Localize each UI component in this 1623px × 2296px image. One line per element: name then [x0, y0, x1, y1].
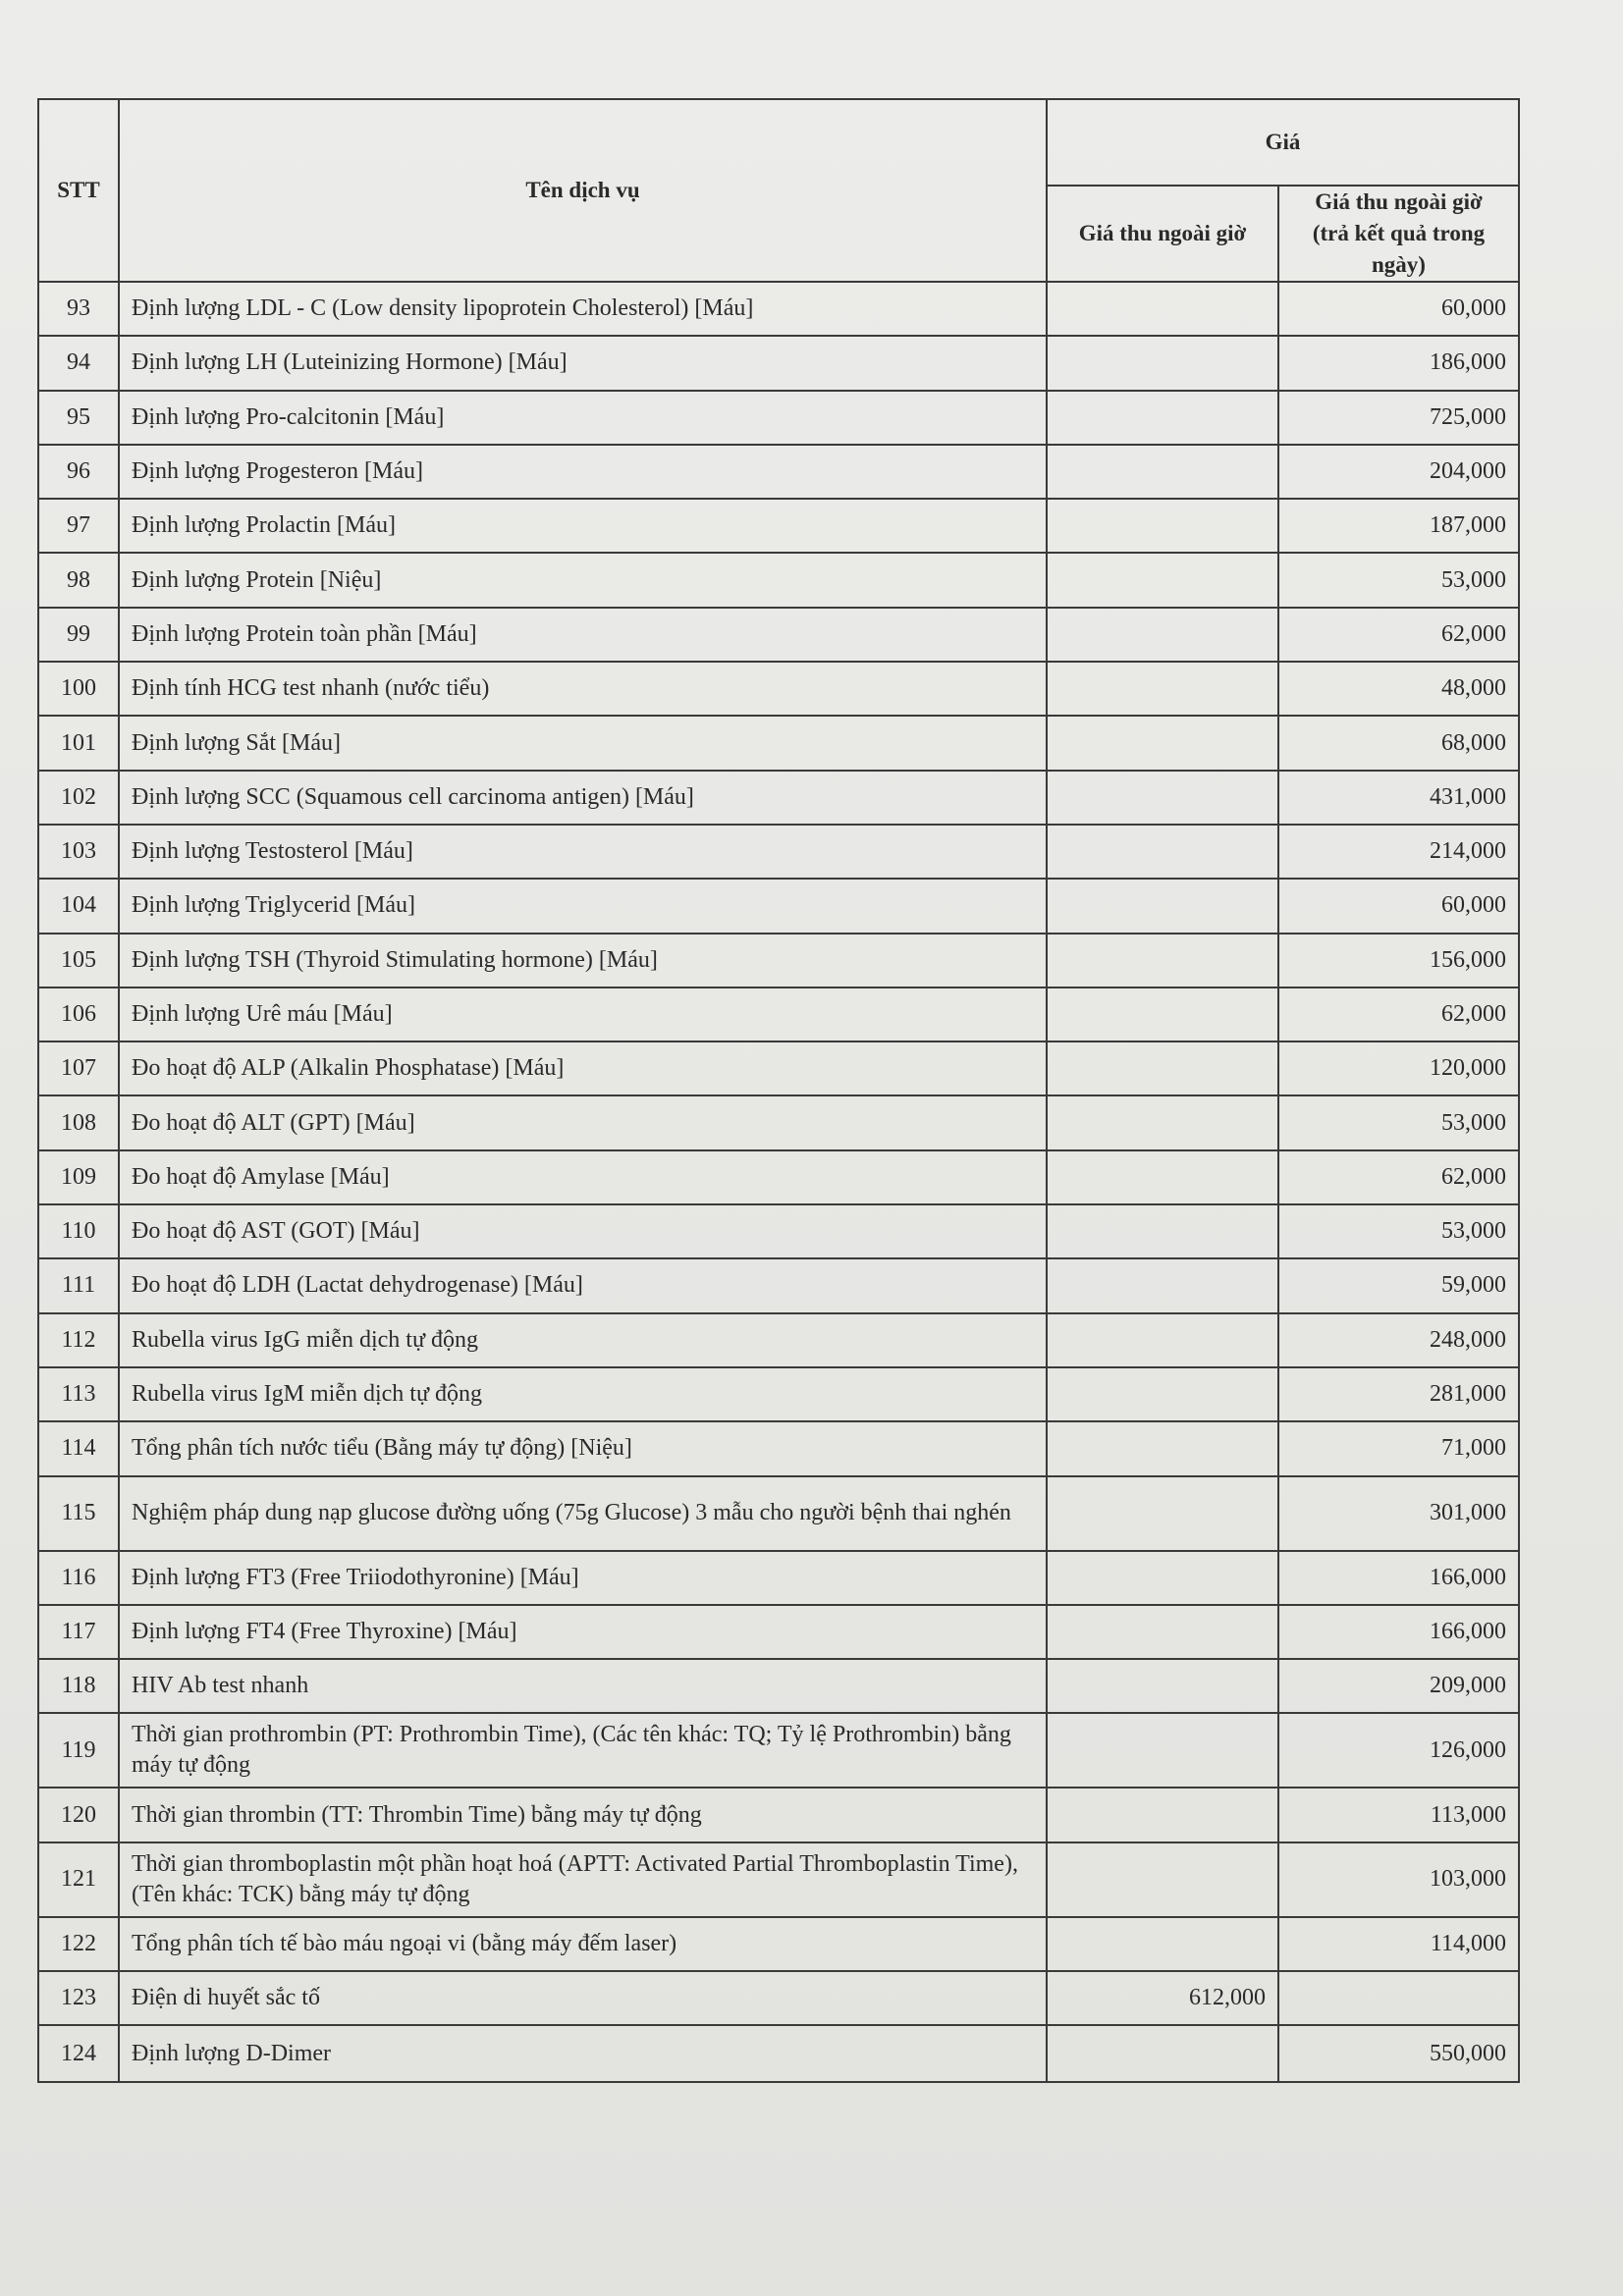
header-line-1: Giá thu ngoài giờ — [1315, 189, 1483, 214]
cell-price-same-day: 126,000 — [1278, 1713, 1519, 1788]
table-row — [38, 282, 1519, 336]
cell-service-name: Định lượng Testosterol [Máu] — [119, 825, 1047, 879]
table-row — [38, 1258, 1519, 1312]
cell-stt: 118 — [38, 1659, 119, 1713]
cell-stt: 124 — [38, 2025, 119, 2082]
cell-price-same-day: 214,000 — [1278, 825, 1519, 879]
table-row — [38, 1917, 1519, 1971]
cell-price-same-day: 431,000 — [1278, 771, 1519, 825]
cell-stt: 103 — [38, 825, 119, 879]
cell-price-same-day: 120,000 — [1278, 1041, 1519, 1095]
cell-price-same-day: 62,000 — [1278, 608, 1519, 662]
cell-price-after-hours — [1047, 934, 1278, 988]
cell-price-after-hours — [1047, 1713, 1278, 1788]
cell-price-after-hours — [1047, 1659, 1278, 1713]
cell-service-name: Đo hoạt độ AST (GOT) [Máu] — [119, 1204, 1047, 1258]
cell-price-same-day: 725,000 — [1278, 391, 1519, 445]
cell-stt: 108 — [38, 1095, 119, 1149]
cell-price-same-day: 53,000 — [1278, 553, 1519, 607]
cell-price-after-hours — [1047, 1367, 1278, 1421]
header-price-after-hours-same-day — [1278, 186, 1519, 282]
cell-service-name: Đo hoạt độ Amylase [Máu] — [119, 1150, 1047, 1204]
cell-service-name: Định lượng Progesteron [Máu] — [119, 445, 1047, 499]
table-row — [38, 1788, 1519, 1842]
cell-service-name: Định lượng Pro-calcitonin [Máu] — [119, 391, 1047, 445]
cell-stt: 105 — [38, 934, 119, 988]
cell-price-after-hours — [1047, 608, 1278, 662]
cell-service-name: Rubella virus IgG miễn dịch tự động — [119, 1313, 1047, 1367]
table-row — [38, 825, 1519, 879]
cell-price-after-hours — [1047, 1842, 1278, 1917]
cell-service-name: Định tính HCG test nhanh (nước tiểu) — [119, 662, 1047, 716]
cell-price-same-day: 281,000 — [1278, 1367, 1519, 1421]
cell-price-same-day — [1278, 1971, 1519, 2025]
cell-price-same-day: 550,000 — [1278, 2025, 1519, 2082]
header-price-after-hours: Giá thu ngoài giờ — [1047, 186, 1278, 282]
cell-stt: 100 — [38, 662, 119, 716]
table-row — [38, 1605, 1519, 1659]
table-row — [38, 499, 1519, 553]
table-row — [38, 1659, 1519, 1713]
cell-service-name: Tổng phân tích nước tiểu (Bằng máy tự động) [Niệu] — [119, 1421, 1047, 1475]
cell-price-after-hours — [1047, 1313, 1278, 1367]
table-row — [38, 1971, 1519, 2025]
table-row — [38, 553, 1519, 607]
cell-service-name: Rubella virus IgM miễn dịch tự động — [119, 1367, 1047, 1421]
cell-price-same-day: 71,000 — [1278, 1421, 1519, 1475]
cell-price-after-hours — [1047, 2025, 1278, 2082]
cell-stt: 96 — [38, 445, 119, 499]
cell-price-after-hours — [1047, 1150, 1278, 1204]
cell-price-same-day: 187,000 — [1278, 499, 1519, 553]
cell-price-same-day: 53,000 — [1278, 1204, 1519, 1258]
cell-price-after-hours — [1047, 391, 1278, 445]
table-row — [38, 608, 1519, 662]
cell-price-after-hours — [1047, 1788, 1278, 1842]
table-row — [38, 1150, 1519, 1204]
cell-service-name: Định lượng Triglycerid [Máu] — [119, 879, 1047, 933]
cell-stt: 122 — [38, 1917, 119, 1971]
cell-price-after-hours — [1047, 1041, 1278, 1095]
cell-service-name: Thời gian prothrombin (PT: Prothrombin Time), (Các tên khác: TQ; Tỷ lệ Prothrombin) bằng máy tự động — [119, 1713, 1047, 1788]
table-row — [38, 2025, 1519, 2082]
cell-price-same-day: 166,000 — [1278, 1605, 1519, 1659]
cell-price-after-hours — [1047, 988, 1278, 1041]
cell-stt: 106 — [38, 988, 119, 1041]
cell-price-after-hours: 612,000 — [1047, 1971, 1278, 2025]
cell-service-name: Đo hoạt độ LDH (Lactat dehydrogenase) [Máu] — [119, 1258, 1047, 1312]
table-row — [38, 988, 1519, 1041]
cell-stt: 110 — [38, 1204, 119, 1258]
cell-price-after-hours — [1047, 336, 1278, 390]
cell-stt: 123 — [38, 1971, 119, 2025]
cell-service-name: Định lượng FT4 (Free Thyroxine) [Máu] — [119, 1605, 1047, 1659]
cell-service-name: Nghiệm pháp dung nạp glucose đường uống (75g Glucose) 3 mẫu cho người bệnh thai nghén — [119, 1476, 1047, 1551]
cell-stt: 117 — [38, 1605, 119, 1659]
table-body — [38, 282, 1519, 2082]
cell-service-name: Định lượng FT3 (Free Triiodothyronine) [Máu] — [119, 1551, 1047, 1605]
cell-price-after-hours — [1047, 1095, 1278, 1149]
table-row — [38, 1367, 1519, 1421]
cell-stt: 115 — [38, 1476, 119, 1551]
cell-service-name: HIV Ab test nhanh — [119, 1659, 1047, 1713]
cell-service-name: Định lượng Prolactin [Máu] — [119, 499, 1047, 553]
cell-price-same-day: 114,000 — [1278, 1917, 1519, 1971]
cell-price-after-hours — [1047, 1551, 1278, 1605]
table-row — [38, 879, 1519, 933]
cell-price-after-hours — [1047, 445, 1278, 499]
cell-service-name: Đo hoạt độ ALT (GPT) [Máu] — [119, 1095, 1047, 1149]
cell-price-after-hours — [1047, 282, 1278, 336]
cell-service-name: Định lượng LDL - C (Low density lipoprotein Cholesterol) [Máu] — [119, 282, 1047, 336]
cell-price-same-day: 103,000 — [1278, 1842, 1519, 1917]
header-service-name: Tên dịch vụ — [119, 99, 1047, 282]
cell-price-after-hours — [1047, 1476, 1278, 1551]
cell-service-name: Định lượng SCC (Squamous cell carcinoma antigen) [Máu] — [119, 771, 1047, 825]
cell-price-same-day: 53,000 — [1278, 1095, 1519, 1149]
cell-price-same-day: 60,000 — [1278, 879, 1519, 933]
cell-price-after-hours — [1047, 553, 1278, 607]
cell-price-after-hours — [1047, 716, 1278, 770]
cell-price-same-day: 186,000 — [1278, 336, 1519, 390]
cell-price-after-hours — [1047, 1421, 1278, 1475]
table-row — [38, 934, 1519, 988]
cell-price-after-hours — [1047, 825, 1278, 879]
table-row — [38, 1713, 1519, 1788]
table-row — [38, 1842, 1519, 1917]
cell-stt: 93 — [38, 282, 119, 336]
cell-price-same-day: 248,000 — [1278, 1313, 1519, 1367]
table-row — [38, 1551, 1519, 1605]
cell-stt: 101 — [38, 716, 119, 770]
cell-price-same-day: 68,000 — [1278, 716, 1519, 770]
cell-stt: 102 — [38, 771, 119, 825]
cell-stt: 109 — [38, 1150, 119, 1204]
table-row — [38, 1313, 1519, 1367]
cell-price-same-day: 204,000 — [1278, 445, 1519, 499]
table-row — [38, 771, 1519, 825]
cell-price-same-day: 301,000 — [1278, 1476, 1519, 1551]
table-row — [38, 336, 1519, 390]
table-row — [38, 1476, 1519, 1551]
cell-stt: 104 — [38, 879, 119, 933]
cell-service-name: Định lượng TSH (Thyroid Stimulating hormone) [Máu] — [119, 934, 1047, 988]
cell-stt: 97 — [38, 499, 119, 553]
cell-price-same-day: 48,000 — [1278, 662, 1519, 716]
cell-price-same-day: 62,000 — [1278, 1150, 1519, 1204]
cell-price-after-hours — [1047, 1917, 1278, 1971]
cell-price-after-hours — [1047, 1204, 1278, 1258]
cell-price-same-day: 62,000 — [1278, 988, 1519, 1041]
cell-price-after-hours — [1047, 1258, 1278, 1312]
cell-price-same-day: 209,000 — [1278, 1659, 1519, 1713]
price-table — [37, 98, 1520, 2083]
cell-service-name: Định lượng LH (Luteinizing Hormone) [Máu] — [119, 336, 1047, 390]
cell-stt: 114 — [38, 1421, 119, 1475]
cell-stt: 94 — [38, 336, 119, 390]
table-row — [38, 445, 1519, 499]
cell-stt: 99 — [38, 608, 119, 662]
header-price: Giá — [1047, 99, 1519, 186]
cell-stt: 113 — [38, 1367, 119, 1421]
table-row — [38, 1421, 1519, 1475]
cell-price-same-day: 166,000 — [1278, 1551, 1519, 1605]
cell-service-name: Định lượng Sắt [Máu] — [119, 716, 1047, 770]
cell-price-same-day: 60,000 — [1278, 282, 1519, 336]
cell-price-after-hours — [1047, 499, 1278, 553]
cell-stt: 107 — [38, 1041, 119, 1095]
cell-stt: 95 — [38, 391, 119, 445]
cell-service-name: Đo hoạt độ ALP (Alkalin Phosphatase) [Máu] — [119, 1041, 1047, 1095]
cell-price-same-day: 59,000 — [1278, 1258, 1519, 1312]
table-row — [38, 1095, 1519, 1149]
cell-stt: 121 — [38, 1842, 119, 1917]
cell-price-after-hours — [1047, 771, 1278, 825]
cell-stt: 98 — [38, 553, 119, 607]
cell-stt: 119 — [38, 1713, 119, 1788]
cell-service-name: Định lượng Urê máu [Máu] — [119, 988, 1047, 1041]
header-stt: STT — [38, 99, 119, 282]
table-row — [38, 391, 1519, 445]
cell-price-after-hours — [1047, 879, 1278, 933]
table-row — [38, 662, 1519, 716]
cell-service-name: Thời gian thromboplastin một phần hoạt hoá (APTT: Activated Partial Thromboplastin Time), (Tên khác: TCK) bằng máy tự động — [119, 1842, 1047, 1917]
cell-price-same-day: 156,000 — [1278, 934, 1519, 988]
table-row — [38, 1041, 1519, 1095]
cell-price-after-hours — [1047, 1605, 1278, 1659]
cell-service-name: Định lượng D-Dimer — [119, 2025, 1047, 2082]
table-row — [38, 716, 1519, 770]
cell-price-same-day: 113,000 — [1278, 1788, 1519, 1842]
cell-stt: 111 — [38, 1258, 119, 1312]
header-line-2: (trả kết quả trong ngày) — [1312, 221, 1486, 277]
cell-service-name: Định lượng Protein [Niệu] — [119, 553, 1047, 607]
cell-stt: 112 — [38, 1313, 119, 1367]
cell-stt: 120 — [38, 1788, 119, 1842]
cell-stt: 116 — [38, 1551, 119, 1605]
table-row — [38, 1204, 1519, 1258]
cell-service-name: Thời gian thrombin (TT: Thrombin Time) bằng máy tự động — [119, 1788, 1047, 1842]
cell-service-name: Điện di huyết sắc tố — [119, 1971, 1047, 2025]
cell-service-name: Tổng phân tích tế bào máu ngoại vi (bằng máy đếm laser) — [119, 1917, 1047, 1971]
cell-service-name: Định lượng Protein toàn phần [Máu] — [119, 608, 1047, 662]
cell-price-after-hours — [1047, 662, 1278, 716]
